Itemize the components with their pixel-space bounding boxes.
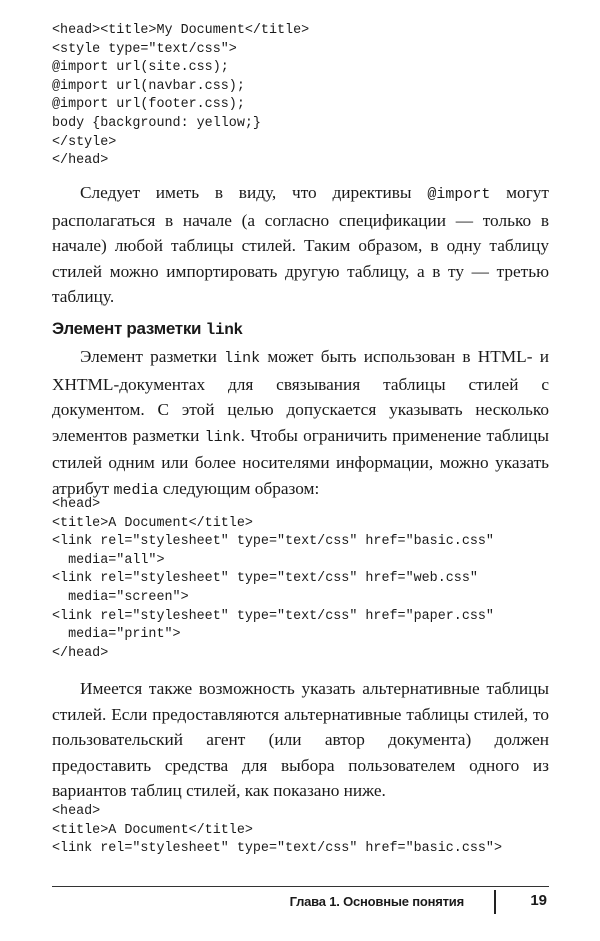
paragraph-text: может быть использован в HTML- и XHTML-документах для связывания таблицы стилей с документом. С этой целью допускается указывать несколько элементов разметки: [52, 347, 549, 445]
heading-code: link: [205, 321, 243, 339]
inline-code-link: link: [204, 428, 241, 446]
paragraph-text: следующим образом:: [158, 478, 320, 498]
footer-separator: [494, 890, 496, 914]
footer-chapter-title: Глава 1. Основные понятия: [289, 894, 464, 909]
heading-text: Элемент разметки: [52, 319, 202, 338]
paragraph-text: могут располагаться в начале (а согласно спецификации — только в начале) любой таблицы стилей. Таким образом, в одну таблицу стилей можно импортировать другую таблицу, а в ту — третью таблицу.: [52, 183, 549, 307]
page-number: 19: [530, 892, 547, 909]
inline-code-import: @import: [427, 186, 491, 203]
inline-code-media: media: [113, 481, 159, 499]
paragraph-alternative-stylesheets: Имеется также возможность указать альтернативные таблицы стилей. Если предоставляются альтернативные таблицы стилей, то пользовательский агент (или автор документа) должен предоставить средства для выбора пользователем одного из вариантов таблиц стилей, как показано ниже.: [52, 679, 549, 801]
paragraph-text: . Чтобы ограничить применение таблицы стилей одним или более носителями информации, можно указать атрибут: [52, 425, 550, 498]
section-heading-link-element: [52, 318, 243, 341]
footer-divider: [52, 886, 549, 887]
code-block-link-media: <head> <title>A Document</title> <link rel="stylesheet" type="text/css" href="basic.css" media="all"> <link rel="stylesheet" type="text/css" href="web.css" media="screen"> <link rel="stylesheet" type="text/css" href="paper.css" media="print"> </head>: [52, 497, 494, 661]
code-block-link-basic: <head> <title>A Document</title> <link rel="stylesheet" type="text/css" href="basic.css">: [52, 804, 502, 857]
paragraph-text: Следует иметь в виду, что директивы: [80, 183, 428, 202]
code-block-head-import: <head><title>My Document</title> <style type="text/css"> @import url(site.css); @import url(navbar.css); @import url(footer.css); body {background: yellow;} </style> </head>: [52, 23, 310, 169]
inline-code-link: link: [224, 350, 261, 367]
paragraph-text: Элемент разметки: [80, 347, 225, 366]
paragraph-import-directives: [52, 180, 549, 310]
paragraph-link-element: [52, 344, 549, 504]
